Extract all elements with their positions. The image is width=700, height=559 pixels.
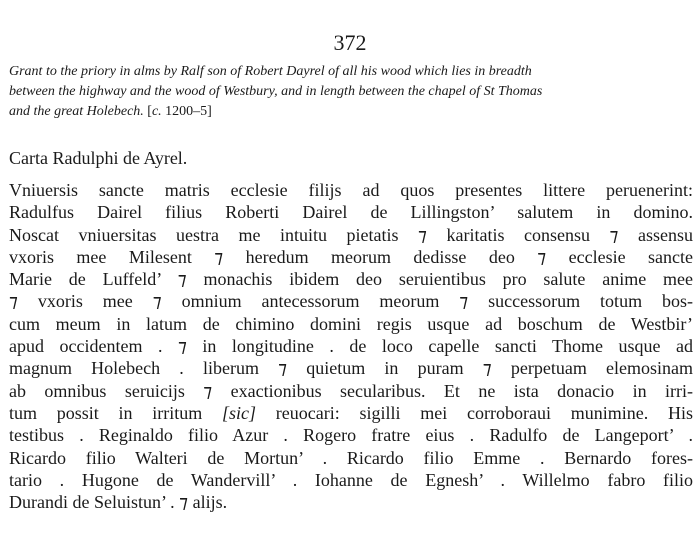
charter-line: apud occidentem . ⁊ in longitudine . de loco capelle sancti Thome usque ad — [9, 336, 693, 357]
charter-line: ab omnibus seruicijs ⁊ exactionibus secularibus. Et ne ista donacio in irri- — [9, 380, 693, 401]
charter-line: ⁊ vxoris mee ⁊ omnium antecessorum meorum ⁊ successorum totum bos- — [9, 291, 693, 312]
charter-line — [9, 402, 693, 424]
charter-line: tario . Hugone de Wandervill’ . Iohanne de Egnesh’ . Willelmo fabro filio — [9, 469, 693, 490]
charter-text-segment: tum possit in irritum — [9, 402, 223, 423]
date-bracket-open: [ — [147, 104, 152, 119]
charter-line: Ricardo filio Walteri de Mortun’ . Ricardo filio Emme . Bernardo fores- — [9, 447, 693, 468]
charter-text-segment: reuocari: sigilli mei corroboraui munimine. His — [256, 402, 693, 423]
charter-line: Noscat vniuersitas uestra me intuitu pietatis ⁊ karitatis consensu ⁊ assensu — [9, 224, 693, 245]
date-circa: c. — [151, 104, 162, 119]
charter-rubric: Carta Radulphi de Ayrel. — [9, 148, 188, 168]
sic-annotation: [sic] — [222, 402, 257, 423]
charter-line: Durandi de Seluistun’ . ⁊ alijs. — [9, 492, 228, 513]
summary-line: Grant to the priory in alms by Ralf son of Robert Dayrel of all his wood which lies in breadth — [9, 64, 532, 79]
summary-line: between the highway and the wood of Westbury, and in length between the chapel of St Thomas — [9, 84, 543, 99]
summary-line — [9, 102, 695, 122]
summary-text: and the great Holebech. — [9, 104, 144, 119]
charter-line: magnum Holebech . liberum ⁊ quietum in puram ⁊ perpetuam elemosinam — [9, 358, 693, 379]
charter-line: Marie de Luffeld’ ⁊ monachis ibidem deo seruientibus pro salute anime mee — [9, 269, 693, 290]
charter-line: Vniuersis sancte matris ecclesie filijs ad quos presentes littere peruenerint: — [9, 180, 693, 200]
english-summary — [9, 62, 695, 122]
page-number: 372 — [333, 30, 367, 55]
charter-line: testibus . Reginaldo filio Azur . Rogero fratre eius . Radulfo de Langeport’ . — [9, 425, 693, 446]
charter-line: cum meum in latum de chimino domini regis usque ad boschum de Westbir’ — [9, 313, 693, 334]
charter-line: vxoris mee Milesent ⁊ heredum meorum dedisse deo ⁊ ecclesie sancte — [9, 246, 693, 267]
date-range: 1200–5] — [161, 104, 212, 119]
charter-text — [9, 179, 693, 513]
charter-line: Radulfus Dairel filius Roberti Dairel de Lillingston’ salutem in domino. — [9, 202, 693, 223]
